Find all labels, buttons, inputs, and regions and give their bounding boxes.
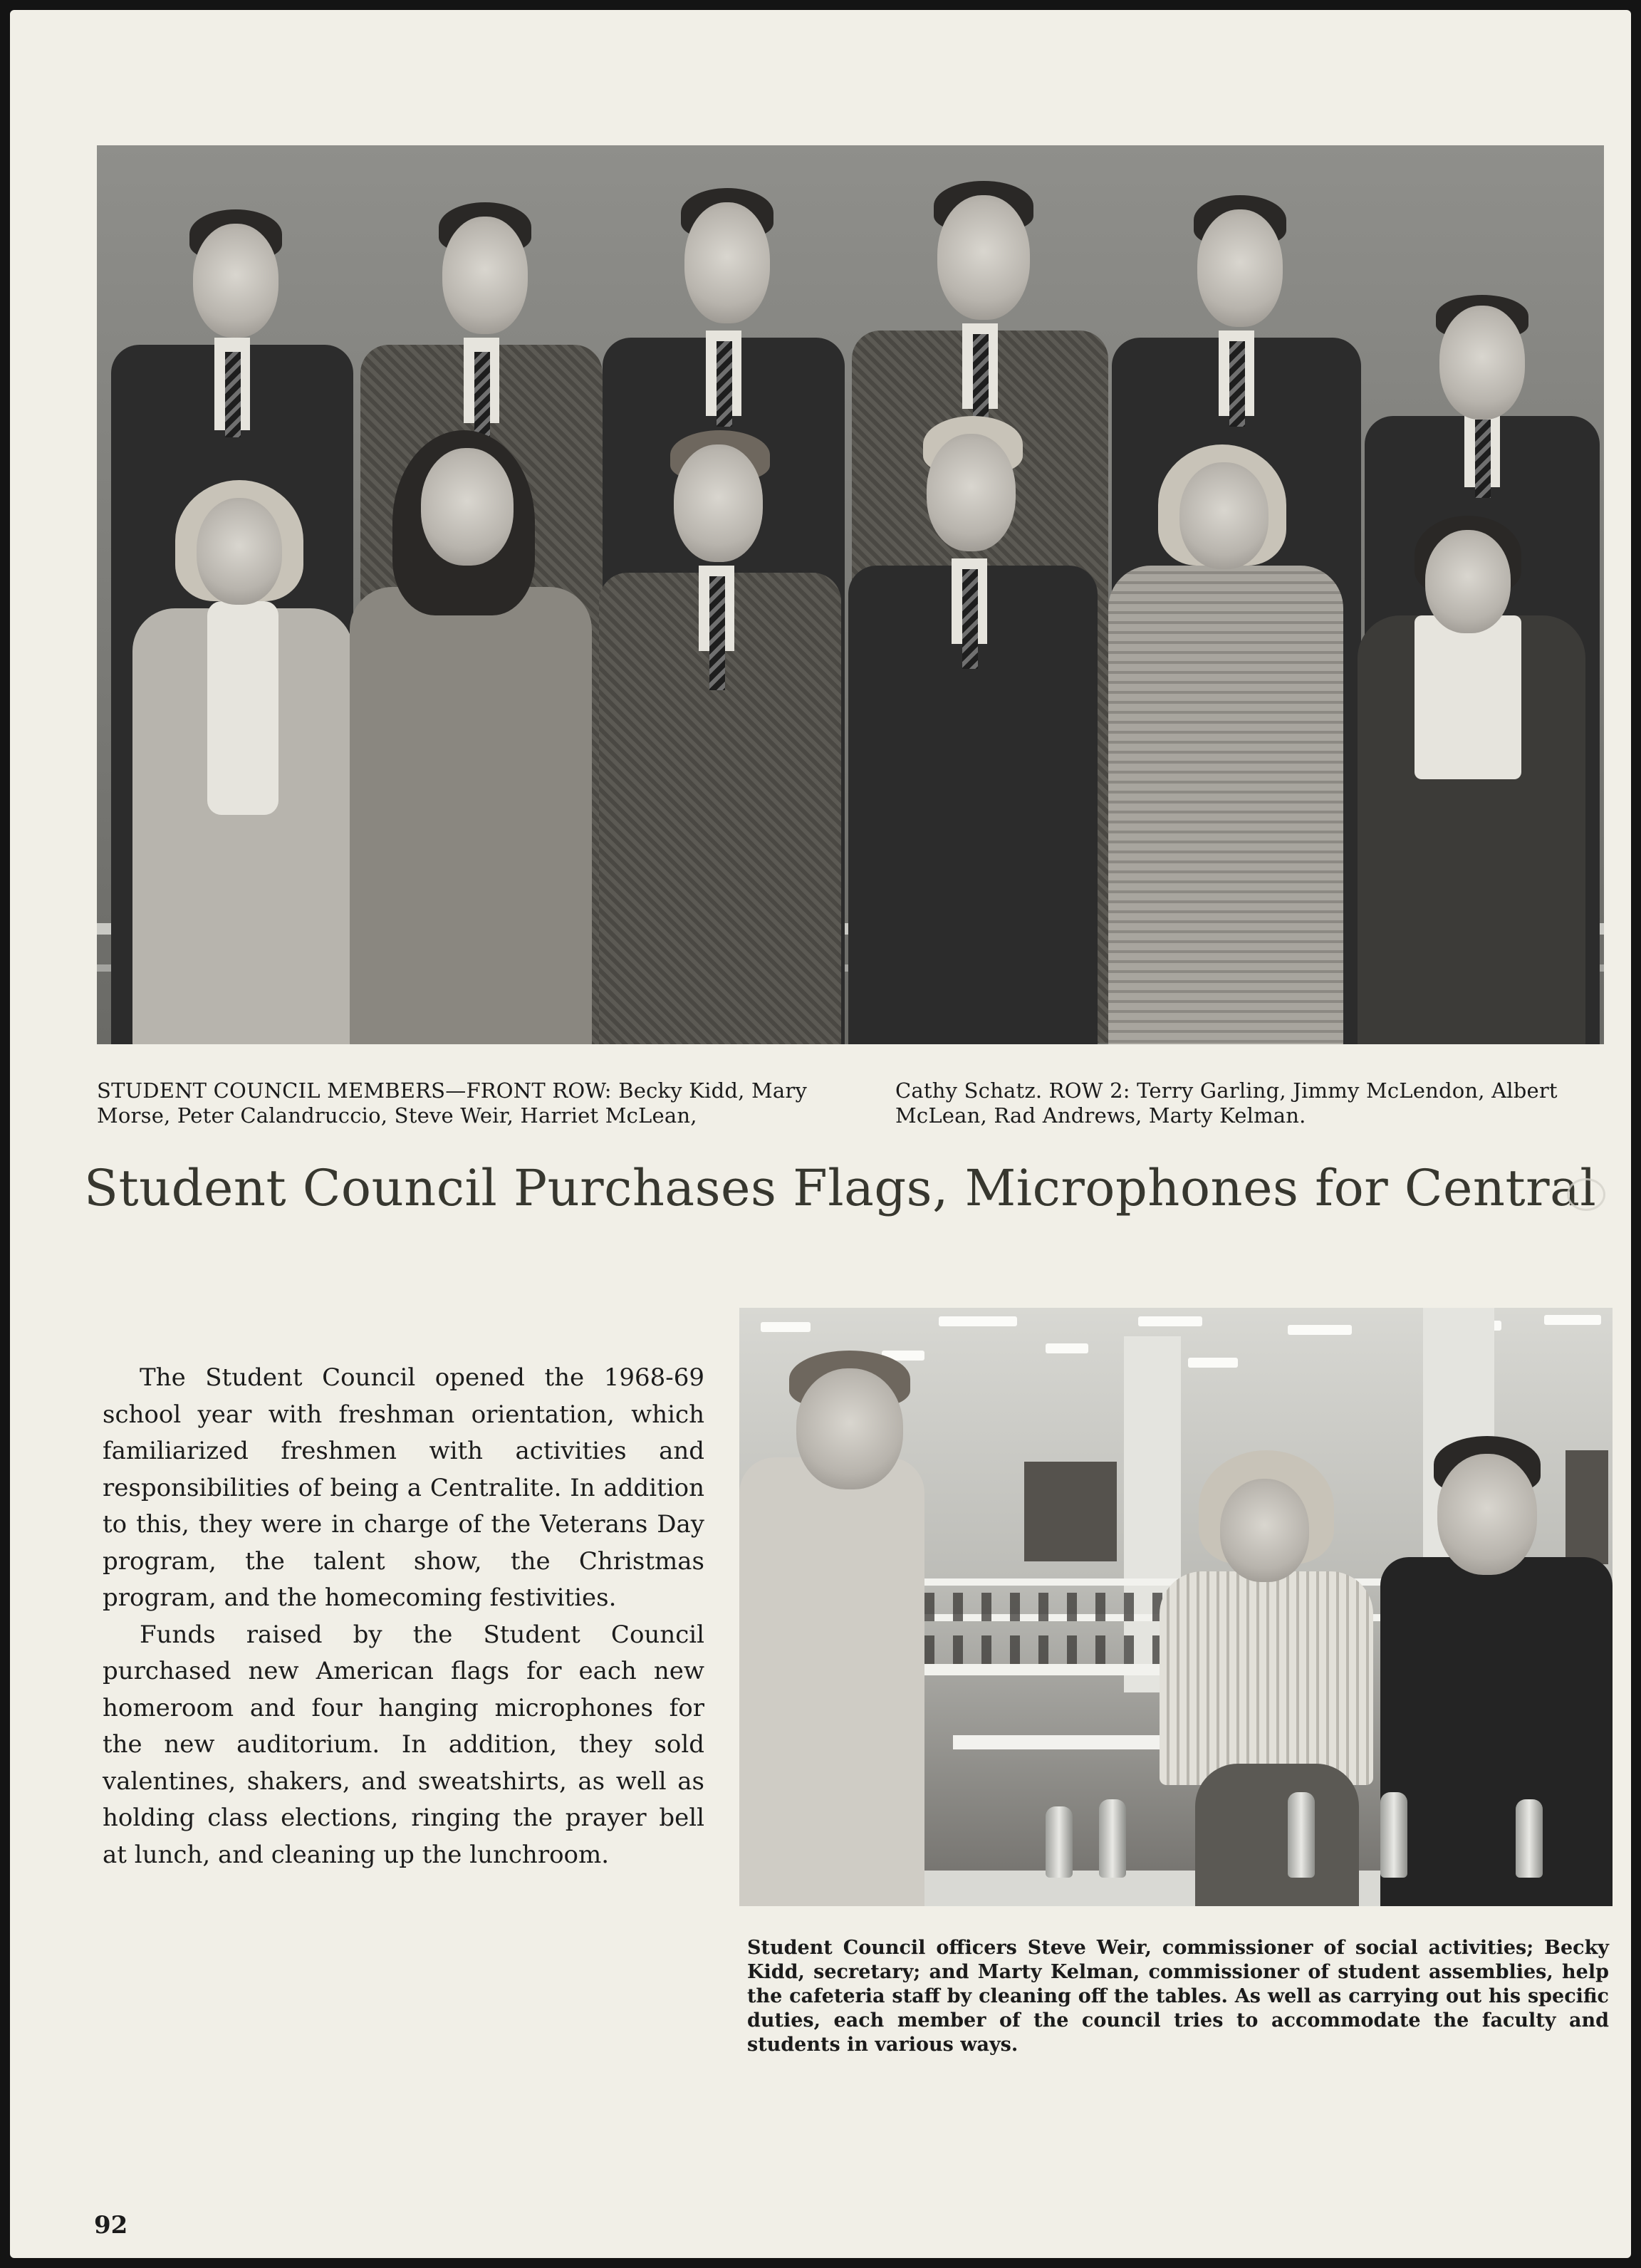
front-row-person-4 <box>841 416 1105 1044</box>
front-row-person-2 <box>343 430 599 1044</box>
cafeteria-photo-caption: Student Council officers Steve Weir, commissioner of social activities; Becky Kidd, secretary; and Marty Kelman, commissioner of student assemblies, help the cafeteria staff by cleaning off the tables. As well as carrying out his specific duties, each member of the council tries to accommodate the faculty and students in various ways. <box>747 1937 1609 2056</box>
body-paragraph-1: The Student Council opened the 1968-69 school year with freshman orientation, which familiarized freshmen with activities and responsibilities of being a Centralite. In addition to this, they were in charge of the Veterans Day program, the talent show, the Christmas program, and the homecoming festivities. <box>103 1363 704 1612</box>
bottle-5 <box>1516 1799 1543 1878</box>
bottle-3 <box>1288 1792 1315 1878</box>
front-row-person-6 <box>1350 516 1593 1044</box>
bottle-1 <box>1046 1806 1073 1878</box>
cafeteria-officers-photo <box>739 1308 1613 1906</box>
bottle-2 <box>1099 1799 1126 1878</box>
student-council-group-photo <box>97 145 1604 1044</box>
page-headline: Student Council Purchases Flags, Microphones for Central <box>84 1159 1597 1217</box>
bottle-4 <box>1380 1792 1407 1878</box>
faint-stamp <box>1567 1178 1605 1211</box>
front-row-person-5 <box>1101 444 1350 1044</box>
yearbook-page <box>10 10 1631 2258</box>
group-photo-caption-right: Cathy Schatz. ROW 2: Terry Garling, Jimmy McLendon, Albert McLean, Rad Andrews, Marty Kelman. <box>895 1078 1558 1128</box>
front-row-person-3 <box>592 430 848 1044</box>
article-body <box>103 1360 704 1873</box>
officer-middle <box>1145 1450 1402 1906</box>
body-paragraph-2: Funds raised by the Student Council purchased new American flags for each new homeroom and four hanging microphones for the new auditorium. In addition, they sold valentines, shakers, and sweatshirts, as well as holding class elections, ringing the prayer bell at lunch, and cleaning up the lunchroom. <box>103 1620 704 1869</box>
group-photo-caption-left: STUDENT COUNCIL MEMBERS—FRONT ROW: Becky Kidd, Mary Morse, Peter Calandruccio, Steve Weir, Harriet McLean, <box>97 1078 808 1128</box>
page-number: 92 <box>94 2211 128 2240</box>
front-row-person-1 <box>125 480 360 1044</box>
officer-left <box>739 1351 960 1906</box>
